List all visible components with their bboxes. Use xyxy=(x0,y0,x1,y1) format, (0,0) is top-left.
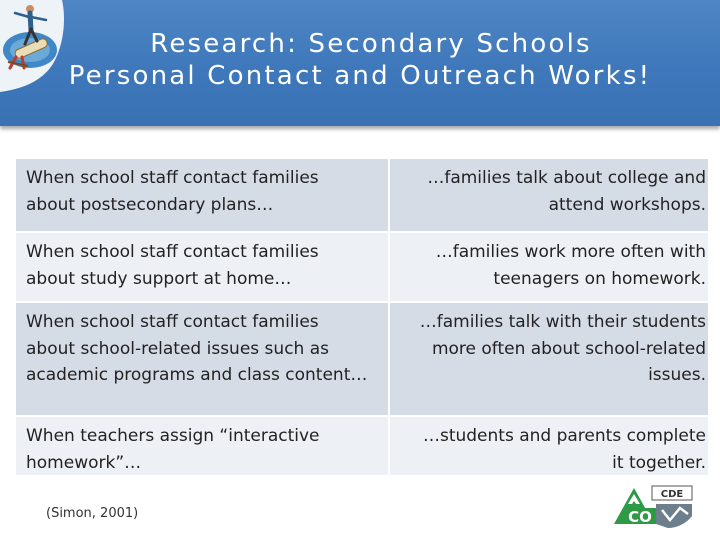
effect-cell: …families talk with their students more often about school-related issues. xyxy=(390,303,708,415)
title-banner xyxy=(0,0,720,126)
title-line-2: Personal Contact and Outreach Works! xyxy=(68,61,652,91)
table-row xyxy=(16,159,708,231)
effect-cell: …families work more often with teenagers on homework. xyxy=(390,233,708,301)
cause-cell: When teachers assign “interactive homework”… xyxy=(16,417,388,475)
effect-cell: …families talk about college and attend workshops. xyxy=(390,159,708,231)
citation: (Simon, 2001) xyxy=(46,506,139,521)
cause-cell: When school staff contact families about study support at home… xyxy=(16,233,388,301)
slide-title xyxy=(0,28,720,92)
table-row xyxy=(16,417,708,475)
title-line-1: Research: Secondary Schools xyxy=(150,29,592,59)
logo-top-text: CDE xyxy=(660,489,684,500)
cause-cell: When school staff contact families about postsecondary plans… xyxy=(16,159,388,231)
logo-main-text: CO xyxy=(628,508,652,526)
cde-logo xyxy=(612,484,694,530)
cause-cell: When school staff contact families about school-related issues such as academic programs and class content… xyxy=(16,303,388,415)
effect-cell: …students and parents complete it together. xyxy=(390,417,708,475)
table-row xyxy=(16,303,708,415)
table-row xyxy=(16,233,708,301)
